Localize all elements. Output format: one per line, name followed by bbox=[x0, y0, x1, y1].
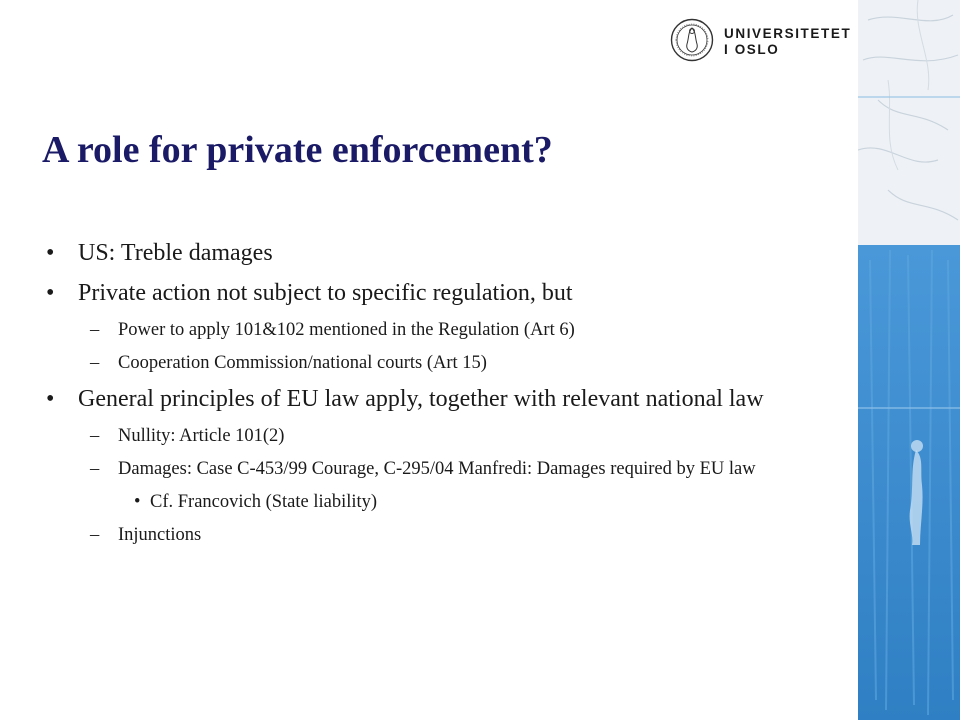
dash-marker: – bbox=[90, 525, 100, 545]
bullet-item bbox=[46, 384, 846, 414]
sub-bullet-item bbox=[46, 351, 846, 375]
dash-marker: – bbox=[90, 459, 100, 479]
bullet-text: Private action not subject to specific regulation, but bbox=[78, 280, 573, 306]
bullet-marker: • bbox=[46, 280, 55, 306]
sub-bullet-item bbox=[46, 523, 846, 547]
slide-title: A role for private enforcement? bbox=[42, 129, 553, 171]
logo-line-1: UNIVERSITETET bbox=[724, 26, 852, 41]
university-seal-icon bbox=[670, 18, 714, 62]
sub-bullet-text: Damages: Case C-453/99 Courage, C-295/04 Manfredi: Damages required by EU law bbox=[118, 459, 756, 479]
dash-marker: – bbox=[90, 426, 100, 446]
sub-sub-bullet-text: Cf. Francovich (State liability) bbox=[150, 492, 378, 512]
sub-bullet-item bbox=[46, 318, 846, 342]
sub-bullet-item bbox=[46, 424, 846, 448]
logo-text bbox=[724, 26, 851, 58]
logo-line-2: I OSLO bbox=[724, 42, 780, 57]
sub-bullet-text: Nullity: Article 101(2) bbox=[118, 426, 285, 446]
sub-bullet-text: Power to apply 101&102 mentioned in the Regulation (Art 6) bbox=[118, 320, 575, 340]
sub-bullet-item bbox=[46, 457, 846, 481]
bullet-marker: • bbox=[46, 386, 55, 412]
decorative-statue-image bbox=[858, 0, 960, 720]
bullet-text: General principles of EU law apply, together with relevant national law bbox=[78, 386, 764, 412]
bullet-item bbox=[46, 238, 846, 268]
bullet-marker: • bbox=[46, 240, 55, 266]
bullet-list bbox=[46, 238, 846, 556]
sub-bullet-text: Injunctions bbox=[118, 525, 202, 545]
bullet-item bbox=[46, 278, 846, 308]
dash-marker: – bbox=[90, 320, 100, 340]
dash-marker: – bbox=[90, 353, 100, 373]
bullet-text: US: Treble damages bbox=[78, 240, 273, 266]
side-decoration bbox=[858, 0, 960, 720]
sub-bullet-text: Cooperation Commission/national courts (Art 15) bbox=[118, 353, 487, 373]
bullet-marker: • bbox=[134, 492, 141, 512]
university-logo bbox=[670, 18, 852, 64]
sub-sub-bullet-item bbox=[46, 490, 846, 514]
